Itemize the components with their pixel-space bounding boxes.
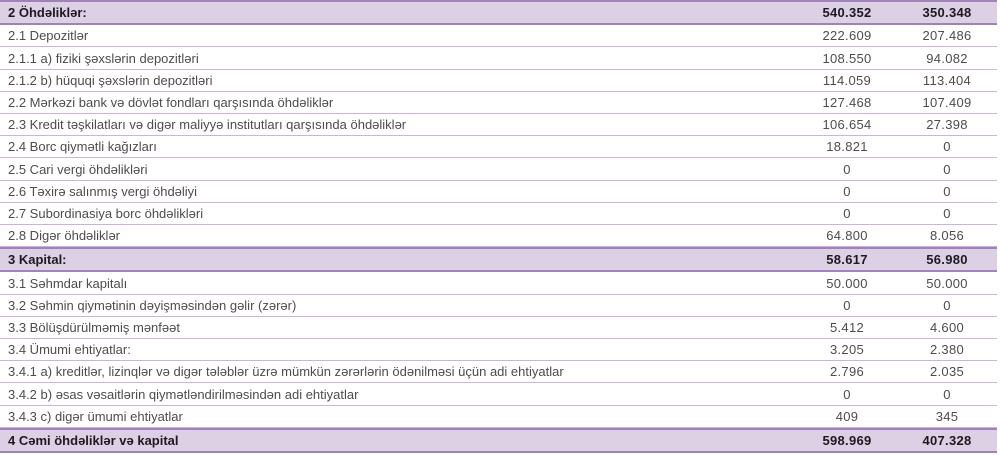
row-label: 4 Cəmi öhdəliklər və kapital (8, 432, 179, 448)
table-row (0, 25, 997, 47)
table-row (0, 47, 997, 69)
row-value-previous: 8.056 (929, 228, 965, 244)
table-row (0, 428, 997, 453)
row-value-previous: 0 (943, 161, 951, 177)
row-value-previous: 407.328 (922, 432, 972, 448)
row-value-current: 0 (843, 297, 851, 313)
row-value-previous: 94.082 (926, 50, 968, 66)
row-value-previous: 345 (935, 408, 959, 424)
row-value-previous: 4.600 (929, 319, 965, 335)
row-value-previous: 0 (943, 205, 951, 221)
row-value-previous: 0 (943, 139, 951, 155)
row-value-previous: 27.398 (926, 117, 968, 133)
table-row (0, 317, 997, 339)
row-label: 2.1 Depozitlər (8, 28, 89, 44)
row-label: 2.1.1 a) fiziki şəxslərin depozitləri (8, 50, 199, 66)
row-label: 3.3 Bölüşdürülməmiş mənfəət (8, 319, 180, 335)
row-value-previous: 50.000 (926, 275, 968, 291)
row-label: 2.5 Cari vergi öhdəlikləri (8, 161, 148, 177)
table-row (0, 114, 997, 136)
table-row (0, 181, 997, 203)
row-value-previous: 0 (943, 386, 951, 402)
table-row (0, 0, 997, 25)
table-row (0, 361, 997, 383)
row-label: 3.4 Ümumi ehtiyatlar: (8, 342, 131, 358)
row-value-current: 108.550 (822, 50, 872, 66)
table-row (0, 203, 997, 225)
row-value-previous: 56.980 (926, 252, 968, 268)
row-value-current: 0 (843, 205, 851, 221)
row-value-current: 598.969 (822, 432, 872, 448)
row-value-current: 50.000 (826, 275, 868, 291)
row-value-previous: 0 (943, 183, 951, 199)
row-value-current: 0 (843, 161, 851, 177)
row-value-current: 2.796 (829, 364, 865, 380)
row-value-current: 18.821 (826, 139, 868, 155)
row-value-current: 540.352 (822, 5, 872, 21)
row-value-current: 222.609 (822, 28, 872, 44)
row-value-previous: 107.409 (922, 94, 972, 110)
row-label: 2.1.2 b) hüquqi şəxslərin depozitləri (8, 72, 213, 88)
table-row (0, 225, 997, 247)
row-label: 2.4 Borc qiymətli kağızları (8, 139, 157, 155)
row-label: 2.8 Digər öhdəliklər (8, 228, 121, 244)
table-row (0, 92, 997, 114)
table-row (0, 339, 997, 361)
row-value-current: 0 (843, 386, 851, 402)
table-row (0, 136, 997, 158)
row-value-previous: 2.380 (929, 342, 965, 358)
row-value-previous: 2.035 (929, 364, 965, 380)
table-row (0, 295, 997, 317)
row-value-previous: 207.486 (922, 28, 972, 44)
row-value-current: 106.654 (822, 117, 872, 133)
row-label: 2 Öhdəliklər: (8, 5, 87, 21)
row-label: 3.2 Səhmin qiymətinin dəyişməsindən gəlir (zərər) (8, 297, 297, 313)
table-row (0, 406, 997, 428)
row-value-current: 58.617 (826, 252, 868, 268)
table-row (0, 70, 997, 92)
table-row (0, 158, 997, 180)
row-value-current: 5.412 (829, 319, 865, 335)
table-row (0, 272, 997, 294)
row-label: 3.4.1 a) kreditlər, lizinqlər və digər tələblər üzrə mümkün zərərlərin ödənilməsi üçün adi ehtiyatlar (8, 364, 564, 380)
row-label: 3.4.2 b) əsas vəsaitlərin qiymətləndirilməsindən adi ehtiyatlar (8, 386, 359, 402)
row-value-previous: 0 (943, 297, 951, 313)
row-value-current: 3.205 (829, 342, 865, 358)
row-label: 3.4.3 c) digər ümumi ehtiyatlar (8, 408, 183, 424)
table-row (0, 383, 997, 405)
row-value-current: 0 (843, 183, 851, 199)
row-label: 2.6 Təxirə salınmış vergi öhdəliyi (8, 183, 198, 199)
row-label: 2.2 Mərkəzi bank və dövlət fondları qarşısında öhdəliklər (8, 94, 334, 110)
row-value-previous: 350.348 (922, 5, 972, 21)
row-label: 3.1 Səhmdar kapitalı (8, 275, 128, 291)
row-value-current: 127.468 (822, 94, 872, 110)
row-value-current: 409 (835, 408, 859, 424)
row-value-current: 64.800 (826, 228, 868, 244)
row-label: 3 Kapital: (8, 252, 67, 268)
row-value-previous: 113.404 (922, 72, 972, 88)
table-row (0, 247, 997, 272)
row-label: 2.7 Subordinasiya borc öhdəlikləri (8, 205, 204, 221)
row-label: 2.3 Kredit təşkilatları və digər maliyyə institutları qarşısında öhdəliklər (8, 117, 407, 133)
row-value-current: 114.059 (822, 72, 872, 88)
